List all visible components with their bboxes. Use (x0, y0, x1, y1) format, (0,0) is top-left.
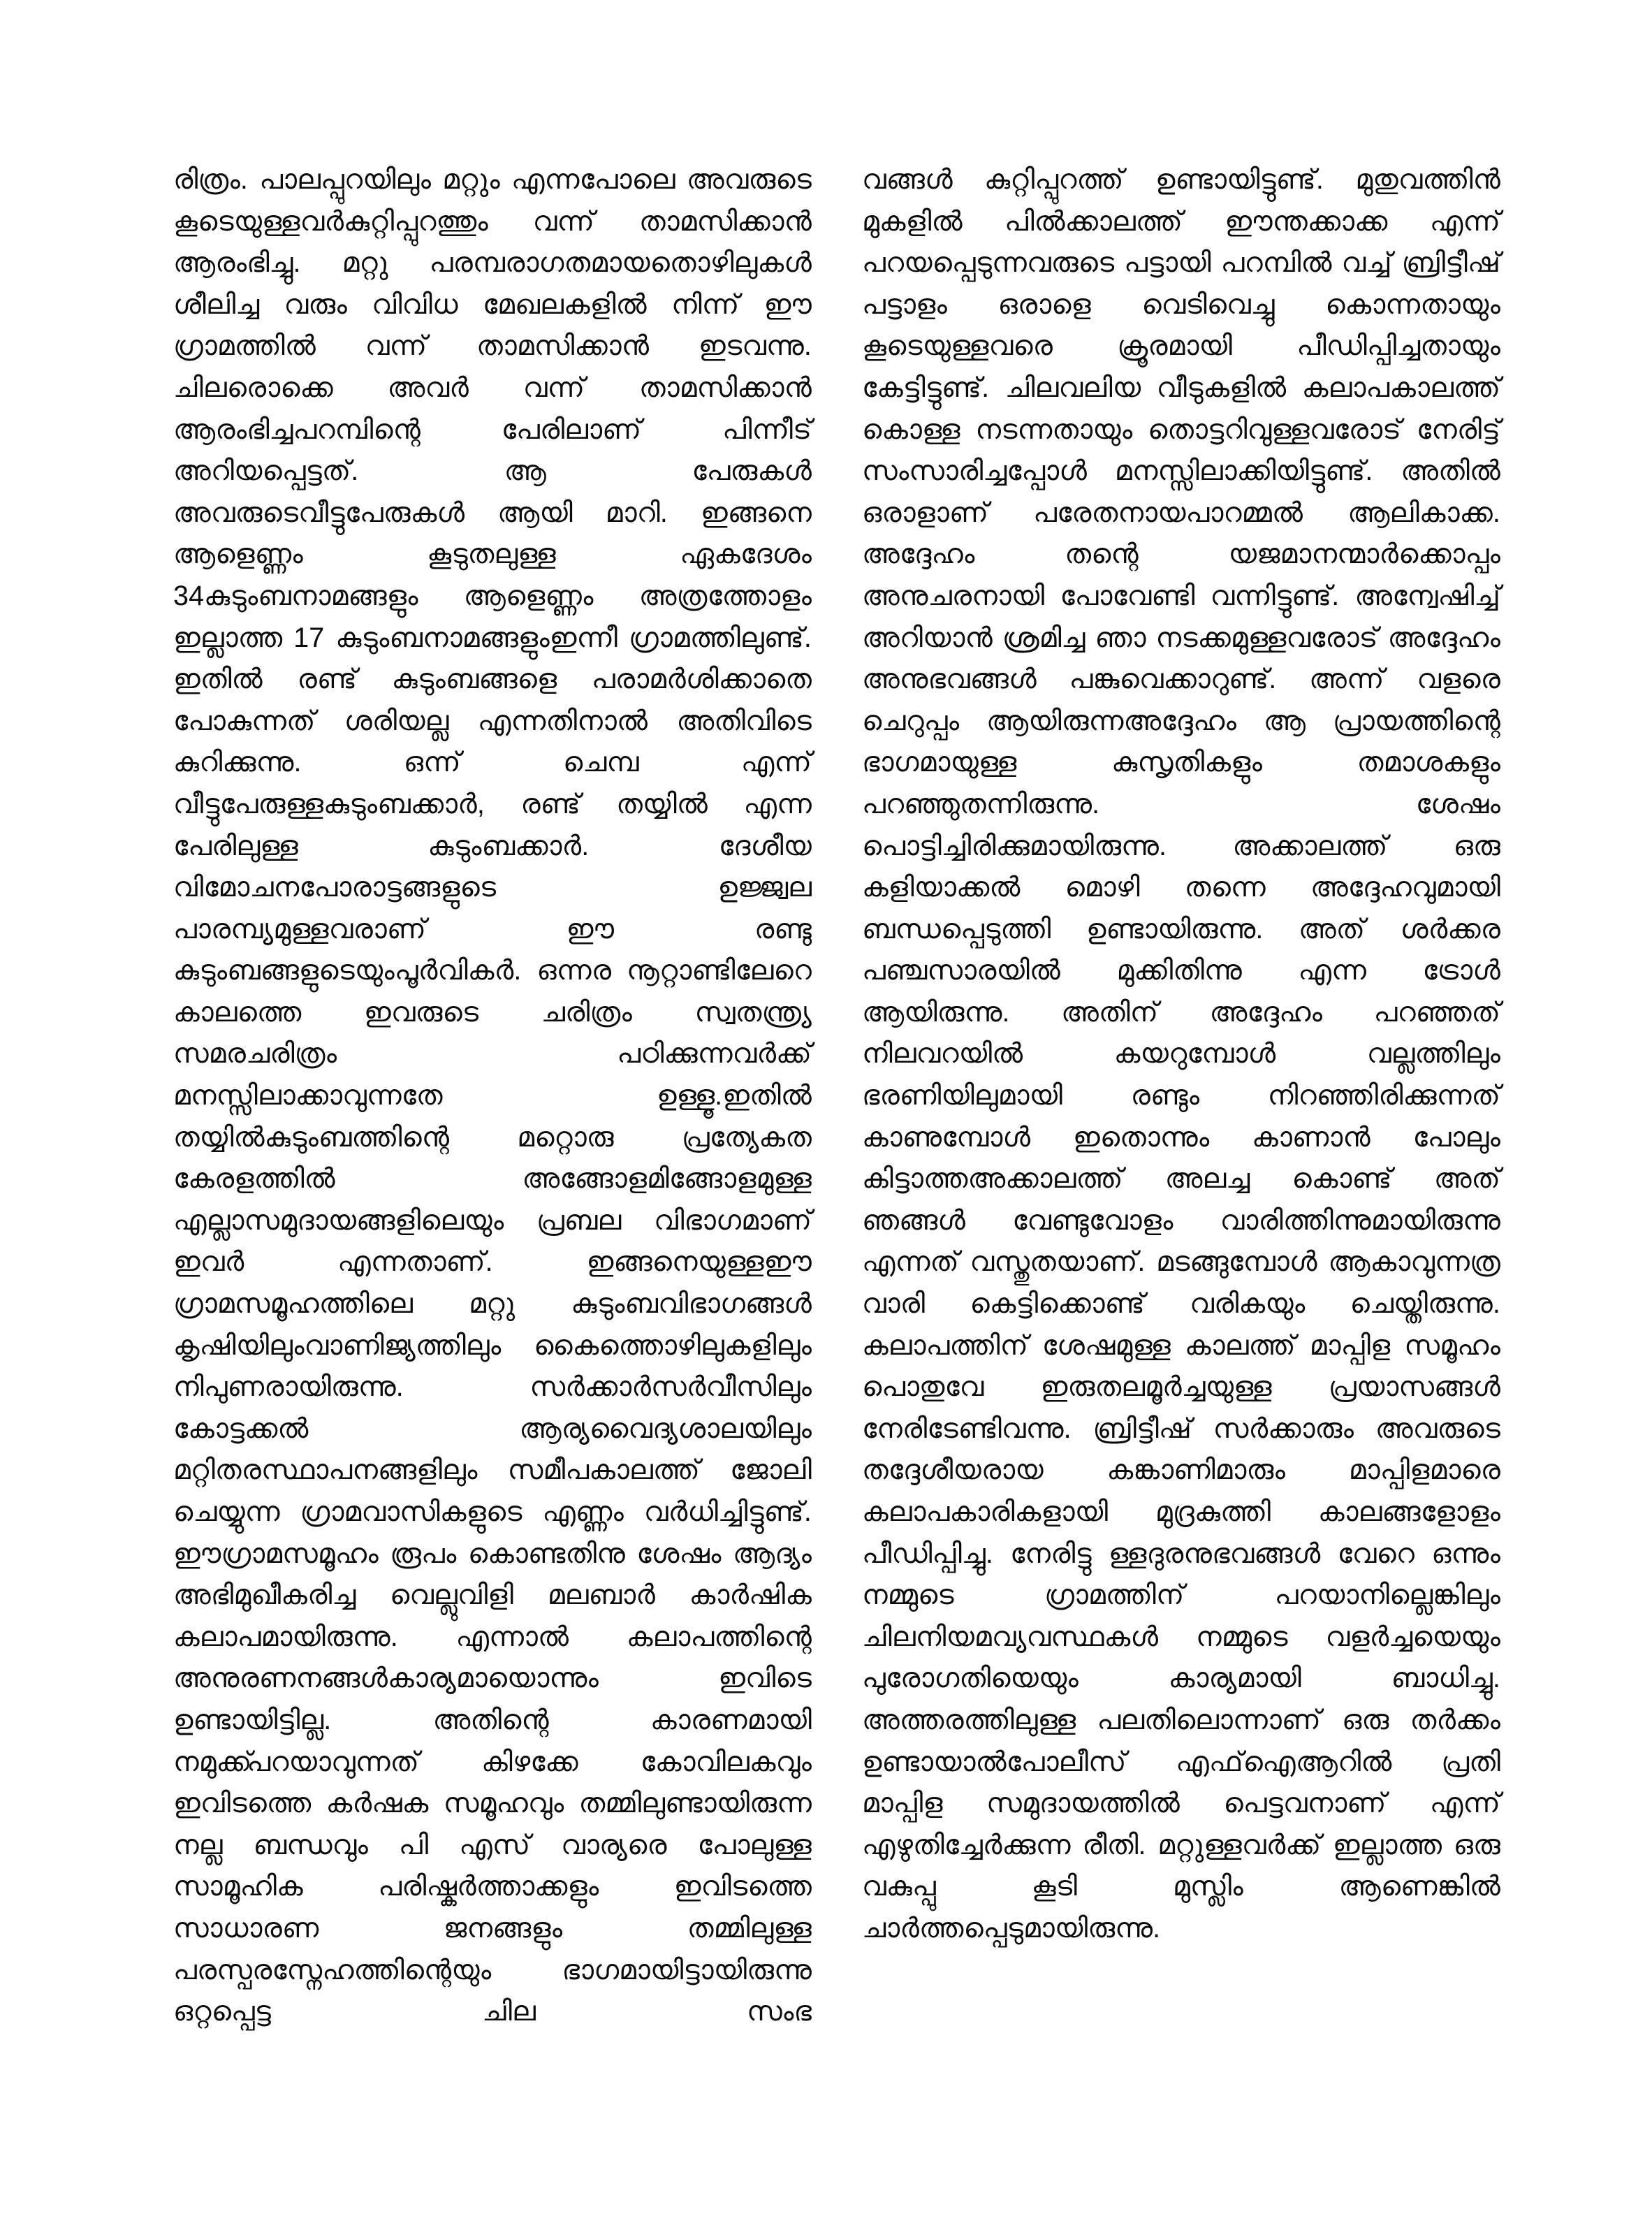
two-column-text-body (173, 159, 1500, 2143)
text-column-left (173, 159, 812, 2033)
paragraph-left-column: രിത്രം. പാലപ്പുറയിലും മറ്റും എന്നപോലെ അവരുടെ കൂടെയുള്ളവർകുറ്റിപ്പുറത്തും വന്ന് താമസിക്കാൻ ആരംഭിച്ചു. മറ്റു പരമ്പരാഗതമായതൊഴിലുകൾ ശീലിച്ച വരും വിവിധ മേഖലകളിൽ നിന്ന് ഈ ഗ്രാമത്തിൽ വന്ന് താമസിക്കാൻ ഇടവന്നു. ചിലരൊക്കെ അവർ വന്ന് താമസിക്കാൻ ആരംഭിച്ചപറമ്പിന്റെ പേരിലാണ് പിന്നീട് അറിയപ്പെട്ടത്. ആ പേരുകൾ അവരുടെവീട്ടുപേരുകൾ ആയി മാറി. ഇങ്ങനെ ആളെണ്ണം കൂടുതലുള്ള ഏകദേശം 34കുടുംബനാമങ്ങളും ആളെണ്ണം അത്രത്തോളം ഇല്ലാത്ത 17 കുടുംബനാമങ്ങളുംഇന്നീ ഗ്രാമത്തിലുണ്ട്. ഇതിൽ രണ്ട് കുടുംബങ്ങളെ പരാമർശിക്കാതെ പോകുന്നത് ശരിയല്ല എന്നതിനാൽ അതിവിടെ കുറിക്കുന്നു. ഒന്ന് ചെമ്പ എന്ന് വീട്ടുപേരുള്ളകുടുംബക്കാർ, രണ്ട് തയ്യിൽ എന്ന പേരിലുള്ള കുടുംബക്കാർ. ദേശീയ വിമോചനപോരാട്ടങ്ങളുടെ ഉജ്ജ്വല പാരമ്പ്യമുള്ളവരാണ് ഈ രണ്ടു കുടുംബങ്ങളുടെയുംപൂർവികർ. ഒന്നര നൂറ്റാണ്ടിലേറെ കാലത്തെ ഇവരുടെ ചരിത്രം സ്വതന്ത്ര്യ സമരചരിത്രം പഠിക്കുന്നവർക്ക് മനസ്സിലാക്കാവുന്നതേ ഉള്ളൂ.ഇതിൽ തയ്യിൽകുടുംബത്തിന്റെ മറ്റൊരു പ്രത്യേകത കേരളത്തിൽ അങ്ങോളമിങ്ങോളമുള്ള എല്ലാസമുദായങ്ങളിലെയും പ്രബല വിഭാഗമാണ് ഇവർ എന്നതാണ്. ഇങ്ങനെയുള്ളഈ ഗ്രാമസമൂഹത്തിലെ മറ്റു കുടുംബവിഭാഗങ്ങൾ കൃഷിയിലുംവാണിജ്യത്തിലും കൈത്തൊഴിലുകളിലും നിപുണരായിരുന്നു. സർക്കാർസർവീസിലും കോട്ടക്കൽ ആര്യവൈദ്യശാലയിലും മറ്റിതരസ്ഥാപനങ്ങളിലും സമീപകാലത്ത് ജോലി ചെയ്യുന്ന ഗ്രാമവാസികളുടെ എണ്ണം വർധിച്ചിട്ടുണ്ട്. ഈഗ്രാമസമൂഹം രൂപം കൊണ്ടതിനു ശേഷം ആദ്യം അഭിമുഖീകരിച്ച വെല്ലുവിളി മലബാർ കാർഷിക കലാപമായിരുന്നു. എന്നാൽ കലാപത്തിന്റെ അനുരണനങ്ങൾകാര്യമായൊന്നും ഇവിടെ ഉണ്ടായിട്ടില്ല. അതിന്റെ കാരണമായി നമുക്ക്പറയാവുന്നത് കിഴക്കേ കോവിലകവും ഇവിടത്തെ കർഷക സമൂഹവും തമ്മിലുണ്ടായിരുന്ന നല്ല ബന്ധവും പി എസ് വാര്യരെ പോലുള്ള സാമൂഹിക പരിഷ്കർത്താക്കളും ഇവിടത്തെ സാധാരണ ജനങ്ങളും തമ്മിലുള്ള പരസ്പരസ്നേഹത്തിന്റെയും ഭാഗമായിട്ടായിരുന്നു ഒറ്റപ്പെട്ട ചില സംഭ (173, 164, 812, 2027)
paragraph-right-column: വങ്ങൾ കുറ്റിപ്പുറത്ത് ഉണ്ടായിട്ടുണ്ട്. മുതുവത്തിൻ മുകളിൽ പിൽക്കാലത്ത് ഈന്തക്കാക്ക എന്ന് പറയപ്പെടുന്നവരുടെ പട്ടായി പറമ്പിൽ വച്ച് ബ്രിട്ടീഷ് പട്ടാളം ഒരാളെ വെടിവെച്ചു കൊന്നതായും കൂടെയുള്ളവരെ ക്രൂരമായി പീഡിപ്പിച്ചതായും കേട്ടിട്ടുണ്ട്. ചിലവലിയ വീടുകളിൽ കലാപകാലത്ത് കൊള്ള നടന്നതായും തൊട്ടറിവുള്ളവരോട് നേരിട്ട് സംസാരിച്ചപ്പോൾ മനസ്സിലാക്കിയിട്ടുണ്ട്. അതിൽ ഒരാളാണ് പരേതനായപാറമ്മൽ ആലികാക്ക. അദ്ദേഹം തന്റെ യജമാനന്മാർക്കൊപ്പം അനുചരനായി പോവേണ്ടി വന്നിട്ടുണ്ട്. അന്വേഷിച്ച് അറിയാൻ ശ്രമിച്ച ഞാ നടക്കമുള്ളവരോട് അദ്ദേഹം അനുഭവങ്ങൾ പങ്കുവെക്കാറുണ്ട്. അന്ന് വളരെ ചെറുപ്പം ആയിരുന്നഅദ്ദേഹം ആ പ്രായത്തിന്റെ ഭാഗമായുള്ള കുസൃതികളും തമാശകളും പറഞ്ഞുതന്നിരുന്നു. ശേഷം പൊട്ടിച്ചിരിക്കുമായിരുന്നു. അക്കാലത്ത് ഒരു കളിയാക്കൽ മൊഴി തന്നെ അദ്ദേഹവുമായി ബന്ധപ്പെടുത്തി ഉണ്ടായിരുന്നു. അത് ശർക്കര പഞ്ചസാരയിൽ മുക്കിതിന്നു എന്ന ട്രോൾ ആയിരുന്നു. അതിന് അദ്ദേഹം പറഞ്ഞത് നിലവറയിൽ കയറുമ്പോൾ വല്ലത്തിലും ഭരണിയിലുമായി രണ്ടും നിറഞ്ഞിരിക്കുന്നത് കാണുമ്പോൾ ഇതൊന്നും കാണാൻ പോലും കിട്ടാത്തഅക്കാലത്ത് അലച്ച കൊണ്ട് അത് ഞങ്ങൾ വേണ്ടുവോളം വാരിത്തിന്നുമായിരുന്നു എന്നത് വസ്തുതയാണ്. മടങ്ങുമ്പോൾ ആകാവുന്നത്ര വാരി കെട്ടിക്കൊണ്ട് വരികയും ചെയ്തിരുന്നു. കലാപത്തിന് ശേഷമുള്ള കാലത്ത് മാപ്പിള സമൂഹം പൊതുവേ ഇരുതലമൂർച്ചയുള്ള പ്രയാസങ്ങൾ നേരിടേണ്ടിവന്നു. ബ്രിട്ടീഷ് സർക്കാരും അവരുടെ തദ്ദേശീയരായ കങ്കാണിമാരും മാപ്പിളമാരെ കലാപകാരികളായി മുദ്രകുത്തി കാലങ്ങളോളം പീഡിപ്പിച്ചു. നേരിട്ടു ള്ളദുരനുഭവങ്ങൾ വേറെ ഒന്നും നമ്മുടെ ഗ്രാമത്തിന് പറയാനില്ലെങ്കിലും ചിലനിയമവ്യവസ്ഥകൾ നമ്മുടെ വളർച്ചയെയും പുരോഗതിയെയും കാര്യമായി ബാധിച്ചു. അത്തരത്തിലുള്ള പലതിലൊന്നാണ് ഒരു തർക്കം ഉണ്ടായാൽപോലീസ് എഫ്ഐആറിൽ പ്രതി മാപ്പിള സമുദായത്തിൽ പെട്ടവനാണ് എന്ന് എഴുതിച്ചേർക്കുന്ന രീതി. മറ്റുള്ളവർക്ക് ഇല്ലാത്ത ഒരു വകുപ്പു കൂടി മുസ്ലിം ആണെങ്കിൽ ചാർത്തപ്പെടുമായിരുന്നു. (862, 164, 1500, 1944)
text-column-right (862, 159, 1500, 1950)
